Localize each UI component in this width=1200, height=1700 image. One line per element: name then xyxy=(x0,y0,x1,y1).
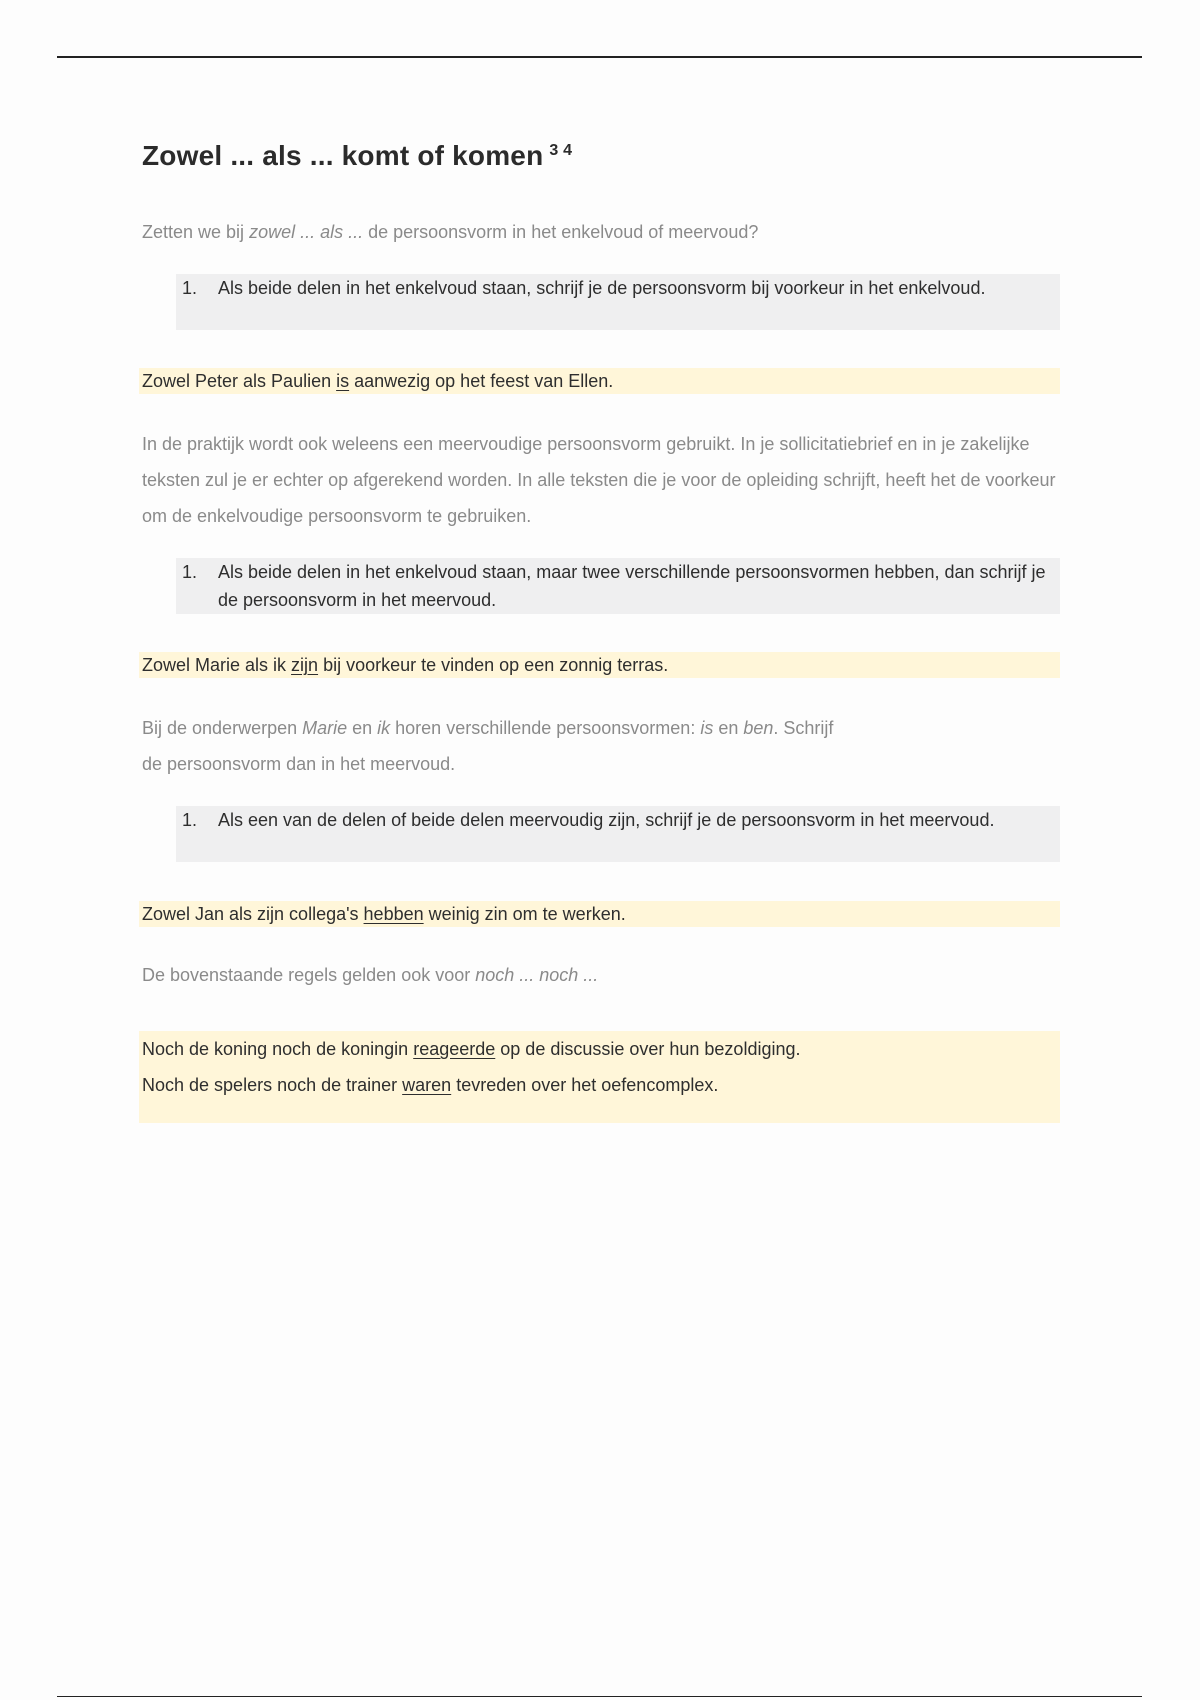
intro-question: Zetten we bij zowel ... als ... de persoonsvorm in het enkelvoud of meervoud? xyxy=(142,222,759,242)
rule-3: 1. Als een van de delen of beide delen meervoudig zijn, schrijf je de persoonsvorm in het meervoud. xyxy=(176,806,1060,862)
paragraph-subjects: Bij de onderwerpen Marie en ik horen verschillende persoonsvormen: is en ben. Schrijf de persoonsvorm dan in het meervoud. xyxy=(142,718,834,774)
page-title: Zowel ... als ... komt of komen $^{3 4}$ xyxy=(142,140,573,171)
example-4-line-1: Noch de koning noch de koningin reageerde op de discussie over hun bezoldiging. xyxy=(142,1039,801,1059)
rule-2: 1. Als beide delen in het enkelvoud staan, maar twee verschillende persoonsvormen hebben, dan schrijf je de persoonsvorm in het meervoud. xyxy=(176,558,1060,614)
example-4 xyxy=(139,1031,1060,1123)
paragraph-practice: In de praktijk wordt ook weleens een meervoudige persoonsvorm gebruikt. In je sollicitatiebrief en in je zakelijke teksten zul je er echter op afgerekend worden. In alle teksten die je voor de opleiding schrijft, heeft het de voorkeur om de enkelvoudige persoonsvorm te gebruiken. xyxy=(142,434,1056,526)
top-rule xyxy=(57,56,1142,58)
example-1: Zowel Peter als Paulien is aanwezig op het feest van Ellen. xyxy=(139,368,1060,394)
example-2: Zowel Marie als ik zijn bij voorkeur te vinden op een zonnig terras. xyxy=(139,652,1060,678)
example-3: Zowel Jan als zijn collega's hebben weinig zin om te werken. xyxy=(139,901,1060,927)
paragraph-noch: De bovenstaande regels gelden ook voor noch ... noch ... xyxy=(142,965,599,985)
footnote-refs: 3 4 xyxy=(549,141,573,159)
rule-1: 1. Als beide delen in het enkelvoud staan, schrijf je de persoonsvorm bij voorkeur in het enkelvoud. xyxy=(176,274,1060,330)
bottom-rule xyxy=(57,1696,1142,1697)
page-content xyxy=(142,140,1060,1095)
example-4-line-2: Noch de spelers noch de trainer waren tevreden over het oefencomplex. xyxy=(142,1075,719,1095)
